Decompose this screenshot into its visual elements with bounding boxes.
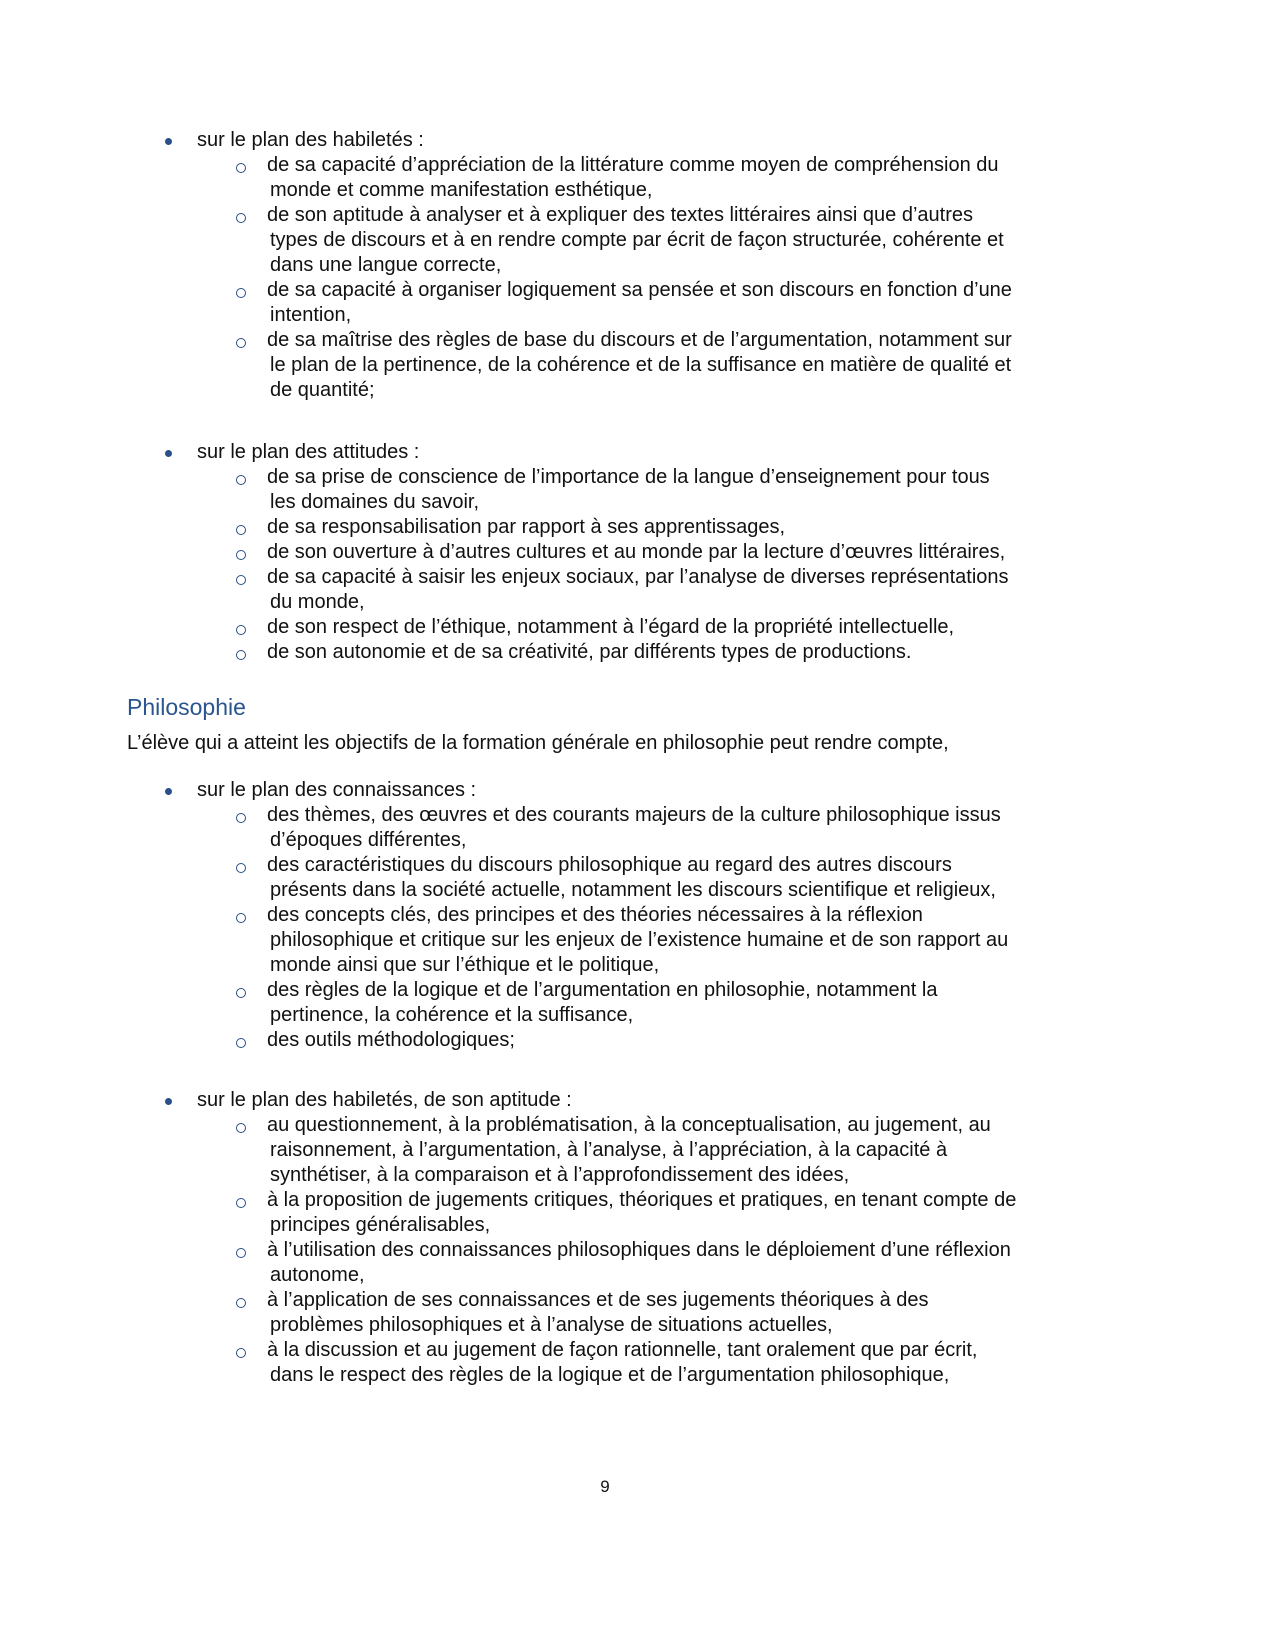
- circle-bullet-icon: [236, 650, 246, 660]
- sub-list-item: [0, 328, 1275, 403]
- sub-list-item: [0, 565, 1275, 615]
- line-text: types de discours et à en rendre compte par écrit de façon structurée, cohérente et: [270, 229, 1004, 251]
- line-text: à l’application de ses connaissances et de ses jugements théoriques à des: [267, 1289, 929, 1311]
- sub-list-item: [0, 1188, 1275, 1238]
- sub-item-line: [0, 803, 1275, 828]
- line-text: à la discussion et au jugement de façon rationnelle, tant oralement que par écrit,: [267, 1339, 978, 1361]
- sub-item-line: [0, 515, 1275, 540]
- circle-bullet-icon: [236, 213, 246, 223]
- line-text: dans le respect des règles de la logique et de l’argumentation philosophique,: [270, 1364, 950, 1386]
- sub-item-line: [0, 565, 1275, 590]
- sub-list-item: [0, 903, 1275, 978]
- line-text: au questionnement, à la problématisation, à la conceptualisation, au jugement, au: [267, 1114, 991, 1136]
- circle-bullet-icon: [236, 863, 246, 873]
- bullet-text: sur le plan des attitudes :: [197, 441, 420, 463]
- section-habiletes-philo: [0, 1088, 1275, 1388]
- line-text: dans une langue correcte,: [270, 254, 502, 276]
- circle-bullet-icon: [236, 1348, 246, 1358]
- line-text: de quantité;: [270, 379, 375, 401]
- line-text: de sa prise de conscience de l’importance de la langue d’enseignement pour tous: [267, 466, 990, 488]
- line-text: monde et comme manifestation esthétique,: [270, 179, 653, 201]
- sub-list-item: [0, 978, 1275, 1028]
- sub-list: [0, 465, 1275, 665]
- line-text: de sa responsabilisation par rapport à ses apprentissages,: [267, 516, 786, 538]
- line-text: des concepts clés, des principes et des théories nécessaires à la réflexion: [267, 904, 923, 926]
- sub-list-item: [0, 1288, 1275, 1338]
- line-text: des caractéristiques du discours philosophique au regard des autres discours: [267, 854, 952, 876]
- bullet-item: [0, 778, 1275, 803]
- circle-bullet-icon: [236, 1248, 246, 1258]
- circle-bullet-icon: [236, 1298, 246, 1308]
- line-text: intention,: [270, 304, 352, 326]
- bullet-text: sur le plan des habiletés :: [197, 129, 424, 151]
- sub-item-line: [0, 303, 1275, 328]
- sub-list-item: [0, 640, 1275, 665]
- sub-item-line: [0, 1338, 1275, 1363]
- sub-item-line: [0, 540, 1275, 565]
- sub-item-line: [0, 178, 1275, 203]
- sub-item-line: [0, 153, 1275, 178]
- sub-item-line: [0, 1238, 1275, 1263]
- circle-bullet-icon: [236, 988, 246, 998]
- sub-item-line: [0, 253, 1275, 278]
- circle-bullet-icon: [236, 338, 246, 348]
- bullet-item: [0, 128, 1275, 153]
- line-text: autonome,: [270, 1264, 365, 1286]
- bullet-item: [0, 440, 1275, 465]
- section-habiletes-francais: [0, 128, 1275, 403]
- line-text: des règles de la logique et de l’argumentation en philosophie, notamment la: [267, 979, 938, 1001]
- line-text: de sa capacité à organiser logiquement sa pensée et son discours en fonction d’une: [267, 279, 1012, 301]
- sub-item-line: [0, 640, 1275, 665]
- circle-bullet-icon: [236, 550, 246, 560]
- bullet-item: [0, 1088, 1275, 1113]
- page-number: 9: [600, 1477, 610, 1496]
- circle-bullet-icon: [236, 475, 246, 485]
- sub-item-line: [0, 353, 1275, 378]
- sub-list-item: [0, 203, 1275, 278]
- sub-item-line: [0, 378, 1275, 403]
- line-text: monde ainsi que sur l’éthique et le politique,: [270, 954, 660, 976]
- sub-item-line: [0, 928, 1275, 953]
- intro-paragraph: L’élève qui a atteint les objectifs de la formation générale en philosophie peut rendre compte,: [127, 732, 949, 754]
- line-text: les domaines du savoir,: [270, 491, 480, 513]
- circle-bullet-icon: [236, 813, 246, 823]
- line-text: le plan de la pertinence, de la cohérence et de la suffisance en matière de qualité et: [270, 354, 1012, 376]
- line-text: problèmes philosophiques et à l’analyse de situations actuelles,: [270, 1314, 833, 1336]
- sub-item-line: [0, 978, 1275, 1003]
- sub-item-line: [0, 878, 1275, 903]
- sub-list-item: [0, 803, 1275, 853]
- sub-item-line: [0, 1028, 1275, 1053]
- bullet-text: sur le plan des connaissances :: [197, 779, 477, 801]
- sub-list: [0, 1113, 1275, 1388]
- sub-item-line: [0, 853, 1275, 878]
- sub-item-line: [0, 590, 1275, 615]
- circle-bullet-icon: [236, 1123, 246, 1133]
- line-text: des thèmes, des œuvres et des courants majeurs de la culture philosophique issus: [267, 804, 1001, 826]
- sub-list-item: [0, 1113, 1275, 1188]
- line-text: à l’utilisation des connaissances philosophiques dans le déploiement d’une réflexion: [267, 1239, 1011, 1261]
- line-text: philosophique et critique sur les enjeux de l’existence humaine et de son rapport au: [270, 929, 1009, 951]
- sub-item-line: [0, 953, 1275, 978]
- line-text: de sa capacité à saisir les enjeux sociaux, par l’analyse de diverses représentations: [267, 566, 1009, 588]
- bullet-text: sur le plan des habiletés, de son aptitude :: [197, 1089, 572, 1111]
- sub-item-line: [0, 828, 1275, 853]
- sub-item-line: [0, 1163, 1275, 1188]
- sub-item-line: [0, 1313, 1275, 1338]
- sub-item-line: [0, 1113, 1275, 1138]
- sub-list-item: [0, 153, 1275, 203]
- line-text: des outils méthodologiques;: [267, 1029, 515, 1051]
- sub-item-line: [0, 465, 1275, 490]
- line-text: à la proposition de jugements critiques, théoriques et pratiques, en tenant compte de: [267, 1189, 1017, 1211]
- sub-item-line: [0, 1188, 1275, 1213]
- line-text: de son respect de l’éthique, notamment à l’égard de la propriété intellectuelle,: [267, 616, 955, 638]
- sub-list-item: [0, 1238, 1275, 1288]
- sub-list-item: [0, 278, 1275, 328]
- sub-list-item: [0, 515, 1275, 540]
- bullet-dot-icon: [165, 138, 172, 145]
- sub-item-line: [0, 278, 1275, 303]
- sub-list-item: [0, 615, 1275, 640]
- sub-item-line: [0, 1263, 1275, 1288]
- sub-item-line: [0, 1363, 1275, 1388]
- sub-item-line: [0, 1003, 1275, 1028]
- line-text: d’époques différentes,: [270, 829, 467, 851]
- circle-bullet-icon: [236, 163, 246, 173]
- sub-item-line: [0, 328, 1275, 353]
- sub-item-line: [0, 903, 1275, 928]
- line-text: de sa maîtrise des règles de base du discours et de l’argumentation, notamment sur: [267, 329, 1012, 351]
- section-connaissances: [0, 778, 1275, 1053]
- sub-item-line: [0, 615, 1275, 640]
- line-text: pertinence, la cohérence et la suffisance,: [270, 1004, 634, 1026]
- sub-item-line: [0, 1288, 1275, 1313]
- line-text: du monde,: [270, 591, 365, 613]
- bullet-dot-icon: [165, 450, 172, 457]
- sub-item-line: [0, 490, 1275, 515]
- section-heading: Philosophie: [127, 694, 246, 720]
- sub-list-item: [0, 540, 1275, 565]
- line-text: de son autonomie et de sa créativité, par différents types de productions.: [267, 641, 912, 663]
- bullet-dot-icon: [165, 788, 172, 795]
- sub-item-line: [0, 1138, 1275, 1163]
- sub-list-item: [0, 1028, 1275, 1053]
- sub-item-line: [0, 228, 1275, 253]
- line-text: raisonnement, à l’argumentation, à l’analyse, à l’appréciation, à la capacité à: [270, 1139, 948, 1161]
- sub-item-line: [0, 203, 1275, 228]
- line-text: de son ouverture à d’autres cultures et au monde par la lecture d’œuvres littéraires,: [267, 541, 1006, 563]
- line-text: de sa capacité d’appréciation de la littérature comme moyen de compréhension du: [267, 154, 999, 176]
- line-text: de son aptitude à analyser et à expliquer des textes littéraires ainsi que d’autres: [267, 204, 973, 226]
- circle-bullet-icon: [236, 525, 246, 535]
- section-attitudes: [0, 440, 1275, 665]
- sub-list-item: [0, 1338, 1275, 1388]
- circle-bullet-icon: [236, 288, 246, 298]
- sub-item-line: [0, 1213, 1275, 1238]
- circle-bullet-icon: [236, 913, 246, 923]
- circle-bullet-icon: [236, 1198, 246, 1208]
- line-text: présents dans la société actuelle, notamment les discours scientifique et religieux,: [270, 879, 996, 901]
- circle-bullet-icon: [236, 575, 246, 585]
- line-text: synthétiser, à la comparaison et à l’approfondissement des idées,: [270, 1164, 850, 1186]
- sub-list: [0, 153, 1275, 403]
- sub-list-item: [0, 853, 1275, 903]
- circle-bullet-icon: [236, 625, 246, 635]
- bullet-dot-icon: [165, 1098, 172, 1105]
- circle-bullet-icon: [236, 1038, 246, 1048]
- sub-list-item: [0, 465, 1275, 515]
- sub-list: [0, 803, 1275, 1053]
- line-text: principes généralisables,: [270, 1214, 491, 1236]
